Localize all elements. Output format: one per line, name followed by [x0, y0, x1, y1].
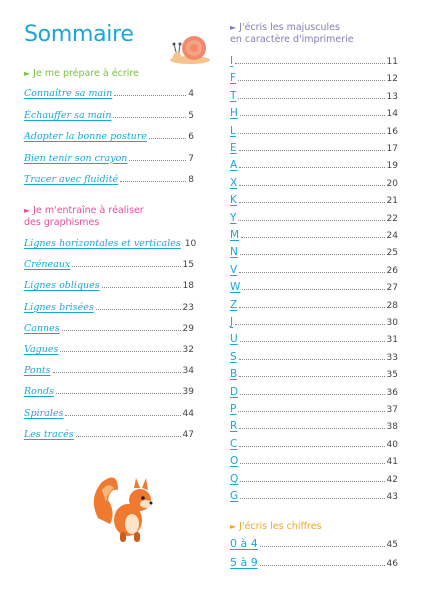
arrow-right-icon: ►	[24, 69, 31, 78]
toc-entry-label: U	[230, 333, 238, 346]
toc-entry[interactable]	[24, 88, 194, 99]
toc-entry-page: 33	[386, 352, 398, 363]
dot-leader	[240, 497, 384, 499]
toc-entry-page: 28	[386, 300, 398, 311]
toc-entry-label: P	[230, 403, 237, 415]
toc-entry[interactable]	[24, 344, 194, 355]
toc-entry-page: 17	[386, 144, 398, 154]
squirrel-icon	[88, 468, 168, 546]
toc-entry[interactable]	[230, 455, 398, 467]
dot-leader	[238, 132, 385, 134]
dot-leader	[238, 97, 384, 99]
dot-leader	[240, 393, 384, 395]
toc-entry-label: Y	[230, 211, 237, 224]
toc-entry-label: Lignes obliques	[24, 280, 100, 292]
toc-entry-page: 8	[188, 175, 194, 185]
dot-leader	[239, 427, 384, 429]
toc-entry-page: 31	[386, 335, 398, 346]
dot-leader	[240, 480, 384, 482]
dot-leader	[76, 435, 181, 437]
toc-entry[interactable]	[24, 302, 194, 313]
toc-entry-label: F	[230, 72, 237, 85]
toc-entry-page: 44	[182, 408, 194, 419]
dot-leader	[238, 410, 384, 412]
toc-entry-label: N	[230, 246, 238, 259]
toc-entry[interactable]	[230, 556, 398, 569]
toc-entry-page: 16	[386, 126, 398, 137]
toc-entry-label: Vagues	[24, 344, 59, 355]
toc-entry-label: Créneaux	[24, 259, 71, 271]
dot-leader	[53, 371, 181, 373]
toc-entry[interactable]	[24, 153, 194, 164]
dot-leader	[238, 219, 384, 221]
dot-leader	[235, 62, 384, 64]
toc-entry-label: Bien tenir son crayon	[24, 152, 128, 164]
toc-entry-page: 43	[386, 492, 398, 502]
toc-entry-label: Cannes	[24, 322, 60, 334]
toc-entry-label: C	[230, 437, 238, 450]
toc-entry[interactable]	[230, 473, 398, 485]
arrow-right-icon: ►	[230, 522, 237, 531]
toc-entry-label: G	[230, 490, 239, 502]
toc-entry-page: 10	[184, 239, 197, 249]
snail-icon	[168, 30, 212, 66]
toc-entry-label: W	[230, 281, 241, 294]
toc-entry-label: Ronds	[24, 386, 54, 398]
toc-entry-label: Spirales	[24, 407, 64, 419]
dot-leader	[260, 564, 385, 566]
toc-entry[interactable]	[230, 159, 398, 171]
toc-entry[interactable]	[230, 490, 398, 502]
toc-entry-page: 37	[386, 405, 398, 415]
dot-leader	[120, 180, 186, 182]
toc-entry-page: 42	[386, 474, 398, 485]
toc-entry-label: M	[230, 229, 240, 241]
toc-entry[interactable]	[230, 212, 398, 224]
dot-leader	[260, 545, 385, 547]
toc-entry-page: 23	[182, 302, 194, 313]
toc-entry-page: 25	[386, 248, 398, 259]
toc-entry-label: Z	[230, 298, 238, 311]
arrow-right-icon: ►	[230, 23, 237, 32]
dot-leader	[235, 323, 384, 325]
toc-entry[interactable]	[24, 174, 194, 185]
toc-entry-page: 40	[386, 439, 398, 450]
toc-entry-page: 47	[182, 429, 194, 440]
dot-leader	[239, 166, 384, 168]
toc-entry-label: Q	[230, 472, 239, 485]
dot-leader	[239, 271, 384, 273]
toc-entry-label: R	[230, 420, 238, 433]
dot-leader	[65, 414, 180, 416]
toc-entry[interactable]	[24, 110, 194, 121]
toc-entry[interactable]	[24, 323, 194, 334]
dot-leader	[114, 94, 186, 96]
toc-entry[interactable]	[24, 280, 194, 291]
toc-entry[interactable]	[230, 316, 398, 328]
toc-entry[interactable]	[230, 299, 398, 311]
dot-leader	[240, 340, 385, 342]
section-heading-prepare: ► Je me prépare à écrire	[24, 68, 139, 79]
toc-entry-page: 15	[182, 260, 194, 271]
dot-leader	[239, 306, 384, 308]
toc-entry[interactable]	[230, 386, 398, 398]
toc-entry-label: D	[230, 385, 239, 398]
toc-entry-page: 36	[386, 387, 398, 398]
dot-leader	[149, 137, 186, 139]
toc-entry[interactable]	[24, 259, 194, 270]
toc-entry-label: S	[230, 350, 237, 363]
toc-entry-label: Tracer avec fluidité	[24, 174, 119, 185]
toc-entry-label: A	[230, 159, 238, 172]
dot-leader	[113, 116, 186, 118]
dot-leader	[72, 265, 180, 267]
dot-leader	[96, 308, 181, 310]
toc-entry-label: 5 à 9	[230, 556, 258, 569]
toc-entry-page: 11	[386, 57, 398, 67]
toc-entry-label: O	[230, 455, 239, 468]
toc-entry-label: J	[230, 316, 234, 328]
toc-entry-page: 26	[386, 265, 398, 276]
toc-entry-page: 21	[386, 196, 398, 207]
dot-leader	[56, 392, 181, 394]
toc-entry-page: 7	[188, 153, 194, 164]
toc-entry-label: Échauffer sa main	[24, 109, 112, 121]
dot-leader	[240, 462, 384, 464]
toc-entry-page: 14	[386, 109, 398, 120]
dot-leader	[241, 236, 384, 238]
dot-leader	[240, 114, 385, 116]
section-heading-graphismes: ► Je m'entraîne à réaliser des graphismes	[24, 205, 144, 228]
toc-entry[interactable]	[230, 194, 398, 206]
toc-entry-label: E	[230, 142, 237, 154]
toc-entry-label: Lignes horizontales et verticales	[24, 238, 181, 249]
toc-entry-page: 24	[386, 231, 398, 241]
toc-entry-label: Lignes brisées	[24, 301, 94, 313]
dot-leader	[240, 253, 385, 255]
toc-entry-page: 20	[386, 178, 398, 189]
dot-leader	[238, 79, 385, 81]
toc-entry-page: 27	[386, 283, 398, 294]
toc-entry-page: 29	[182, 323, 194, 334]
toc-entry-page: 45	[386, 540, 398, 550]
toc-entry[interactable]	[230, 264, 398, 276]
arrow-right-icon: ►	[24, 206, 31, 215]
toc-entry[interactable]	[24, 408, 194, 419]
toc-entry-label: K	[230, 194, 237, 207]
toc-entry[interactable]	[230, 438, 398, 450]
toc-entry[interactable]	[230, 537, 398, 550]
toc-entry-label: L	[230, 124, 236, 137]
toc-entry-label: Adopter la bonne posture	[24, 131, 147, 142]
toc-entry-label: T	[230, 89, 237, 102]
toc-entry[interactable]	[24, 131, 194, 142]
toc-entry[interactable]	[230, 246, 398, 258]
dot-leader	[102, 286, 181, 288]
dot-leader	[60, 350, 180, 352]
toc-entry-page: 4	[188, 89, 194, 99]
dot-leader	[239, 184, 384, 186]
dot-leader	[239, 375, 384, 377]
dot-leader	[239, 149, 385, 151]
toc-entry[interactable]	[230, 177, 398, 189]
toc-entry-page: 22	[386, 213, 398, 224]
toc-entry-page: 41	[386, 457, 398, 468]
toc-entry-page: 46	[386, 559, 398, 569]
section-heading-chiffres: ► J'écris les chiffres	[230, 521, 322, 532]
toc-entry-page: 38	[386, 422, 398, 433]
toc-entry-label: Ponts	[24, 365, 51, 377]
toc-entry[interactable]	[230, 142, 398, 154]
page-title: Sommaire	[24, 22, 134, 47]
toc-entry-page: 18	[182, 281, 194, 292]
dot-leader	[129, 159, 186, 161]
toc-entry[interactable]	[230, 107, 398, 119]
toc-entry-label: Les tracés	[24, 428, 74, 440]
toc-entry[interactable]	[230, 72, 398, 84]
toc-entry[interactable]	[230, 333, 398, 345]
toc-entry-label: I	[230, 55, 234, 67]
toc-entry-page: 12	[386, 74, 398, 85]
toc-entry[interactable]	[230, 125, 398, 137]
toc-entry[interactable]	[24, 429, 194, 440]
toc-entry[interactable]	[230, 55, 398, 67]
toc-entry[interactable]	[230, 229, 398, 241]
section-heading-majuscules: ► J'écris les majuscules en caractère d'imprimerie	[230, 22, 354, 45]
toc-entry-page: 34	[182, 366, 194, 377]
toc-entry[interactable]	[24, 386, 194, 397]
toc-entry-page: 5	[188, 110, 194, 121]
dot-leader	[62, 329, 181, 331]
dot-leader	[239, 201, 385, 203]
toc-entry-label: X	[230, 176, 238, 189]
dot-leader	[239, 445, 384, 447]
toc-entry[interactable]	[230, 351, 398, 363]
dot-leader	[242, 288, 384, 290]
toc-entry-page: 19	[386, 161, 398, 172]
toc-entry[interactable]	[230, 403, 398, 415]
dot-leader	[239, 358, 385, 360]
toc-entry[interactable]	[24, 365, 194, 376]
toc-entry-page: 39	[182, 387, 194, 398]
toc-entry-label: 0 à 4	[230, 537, 258, 550]
toc-entry-page: 13	[386, 91, 398, 102]
toc-entry-label: H	[230, 107, 238, 120]
toc-entry[interactable]	[230, 420, 398, 432]
toc-entry-page: 6	[188, 132, 194, 142]
toc-entry[interactable]	[230, 90, 398, 102]
toc-entry-label: V	[230, 263, 238, 276]
toc-entry-page: 30	[386, 318, 398, 328]
toc-entry[interactable]	[230, 368, 398, 380]
toc-entry-page: 35	[386, 370, 398, 381]
toc-entry-page: 32	[182, 345, 194, 355]
toc-entry-label: B	[230, 368, 238, 381]
toc-entry[interactable]	[230, 281, 398, 293]
toc-entry-label: Connaître sa main	[24, 88, 113, 99]
toc-entry[interactable]	[24, 238, 197, 249]
